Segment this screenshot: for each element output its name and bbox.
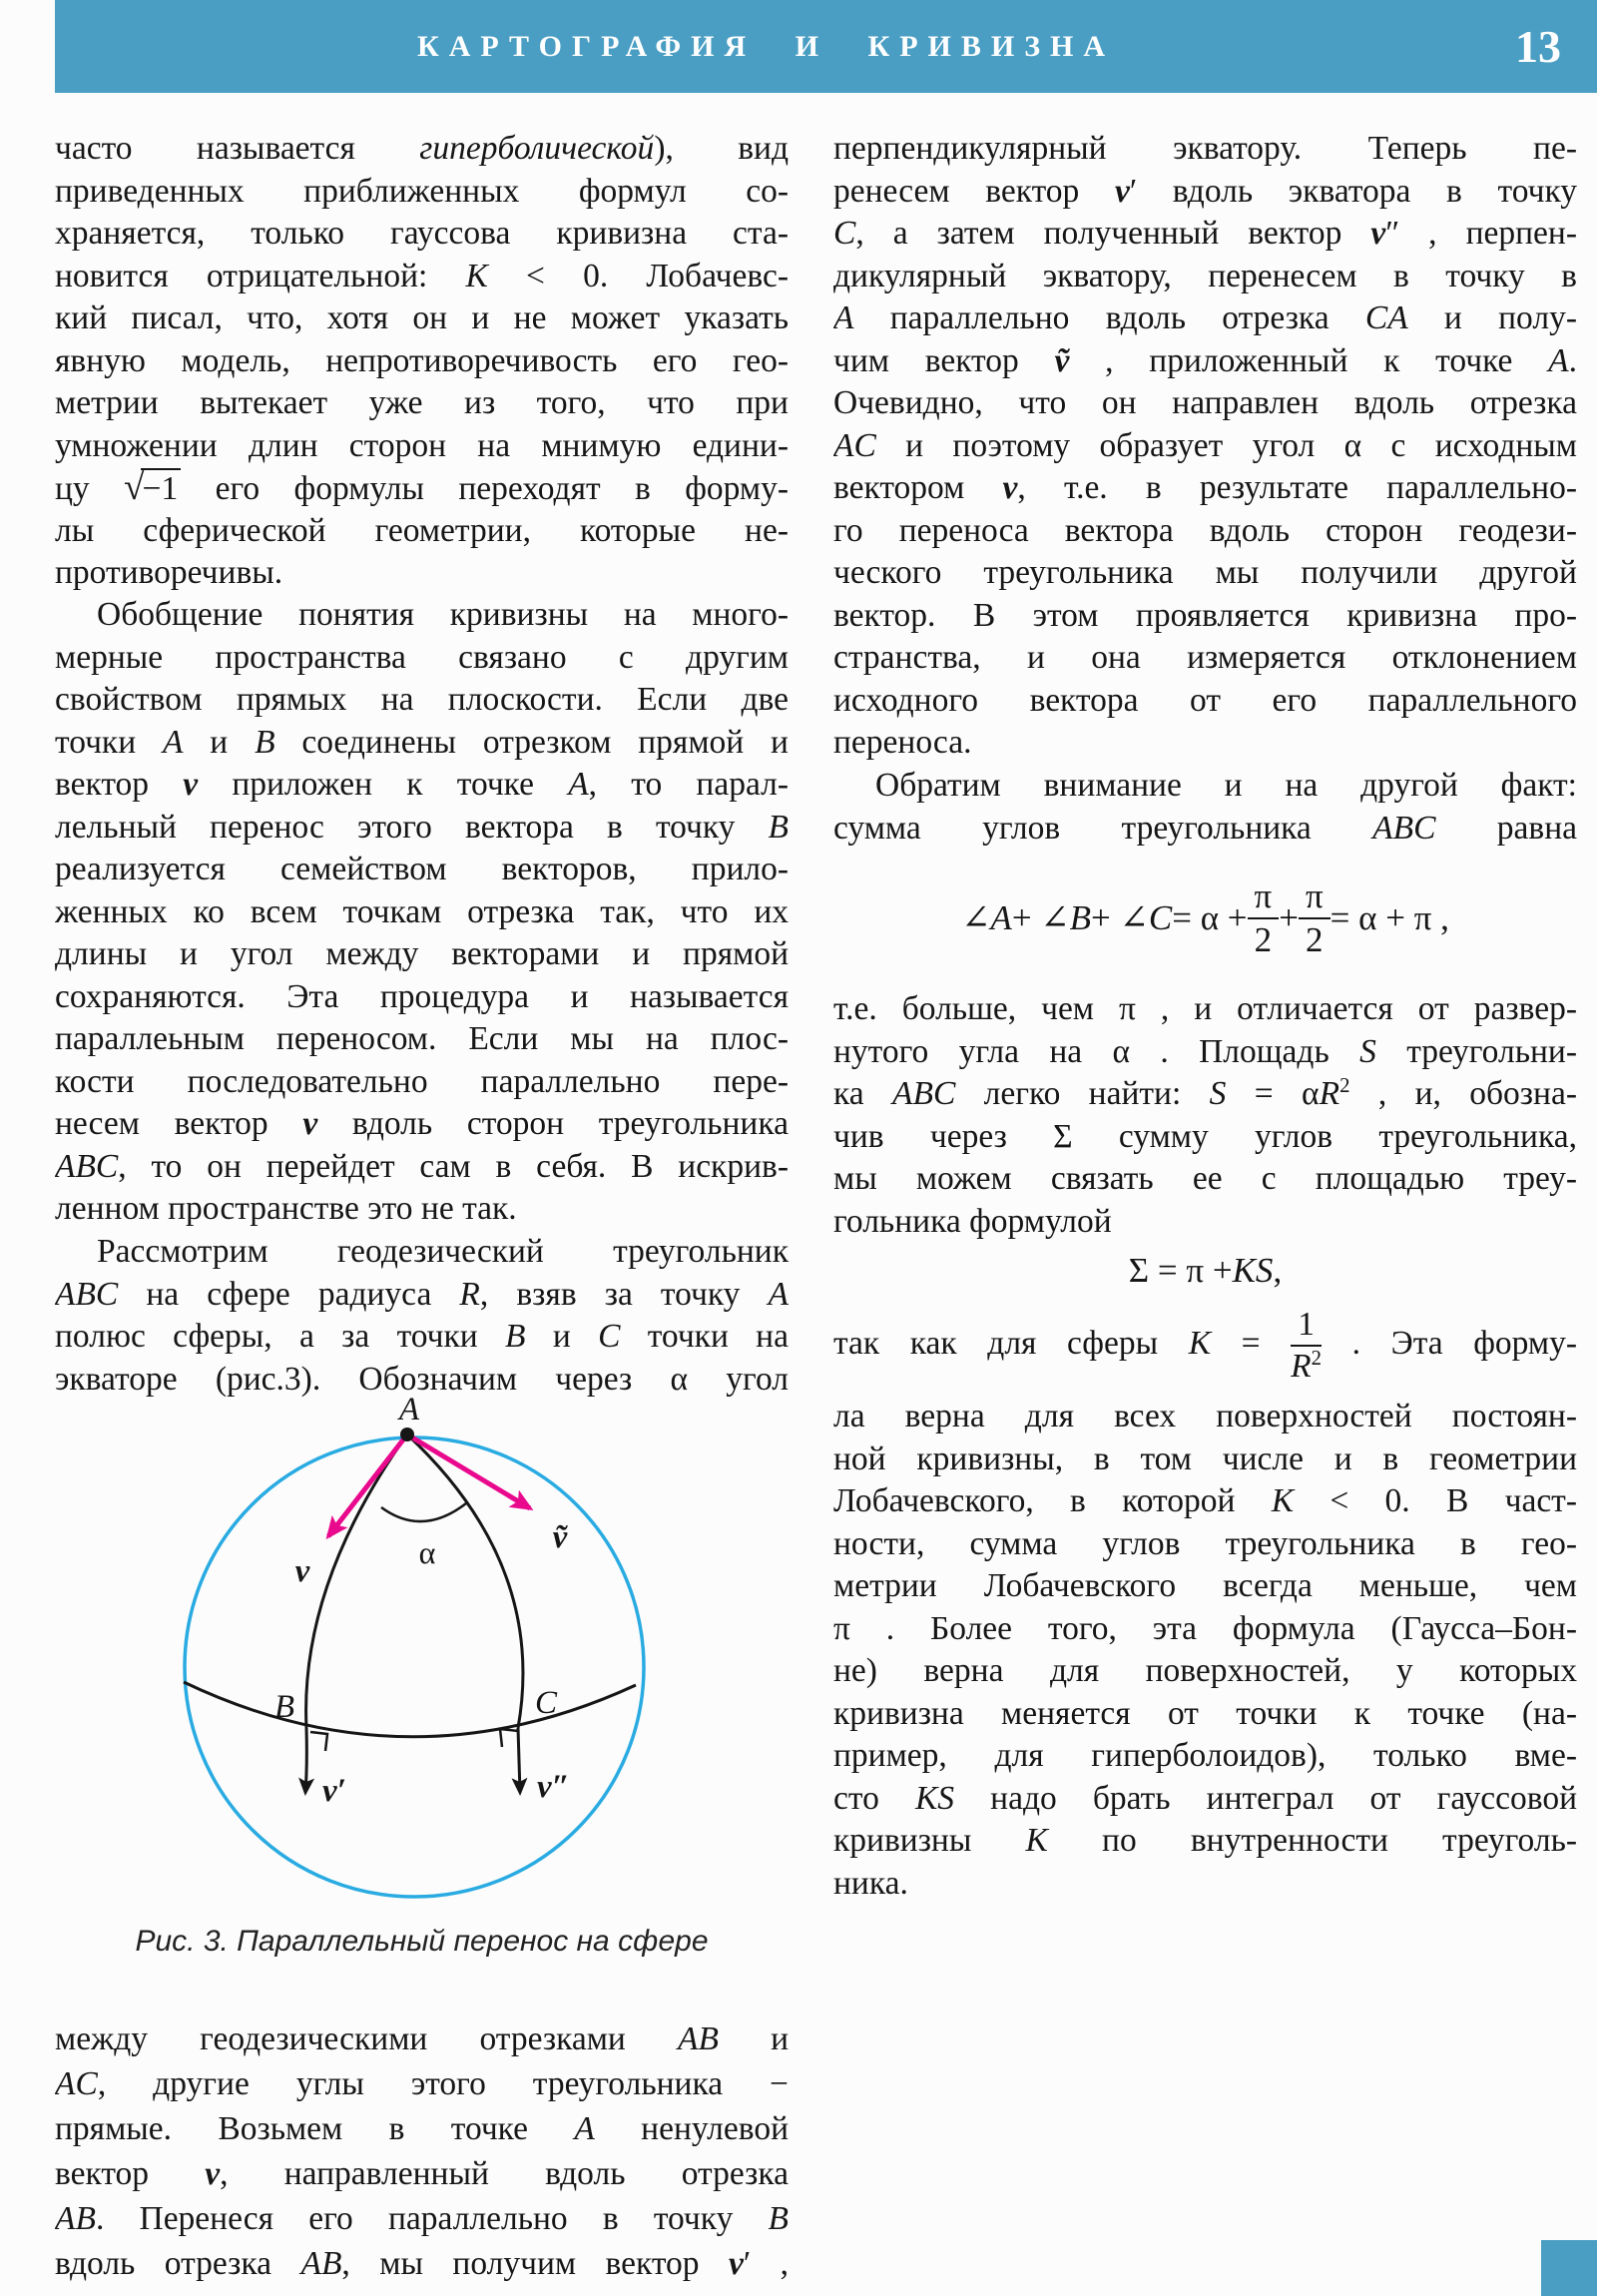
right-paragraph-gauss-bonnet (833, 1396, 1577, 1905)
meridian-ab (306, 1435, 407, 1728)
text-line: Очевидно, что он направлен вдоль отрезка (833, 384, 1577, 421)
text-line: сохраняются. Эта процедура и называется (55, 977, 789, 1015)
text-line: AC и поэтому образует угол α с исходным (833, 426, 1577, 464)
text-line: так как для сферы K = $\frac{1}{R^2}$ . Эта форму- (833, 1306, 1577, 1386)
text-line: AC, другие углы этого треугольника − (55, 2065, 789, 2102)
text-line: т.е. больше, чем π , и отличается от развер- (833, 990, 1577, 1027)
text-line: Рассмотрим геодезический треугольник (97, 1233, 789, 1270)
meridian-ac (407, 1435, 523, 1728)
text-line: женных ко всем точкам отрезка так, что их (55, 892, 789, 930)
text-line: сто KS надо брать интеграл от гауссовой (833, 1779, 1577, 1817)
label-v: v (294, 1553, 310, 1589)
text-line: лы сферической геометрии, которые не- (55, 511, 789, 549)
text-line: Обратим внимание и на другой факт: (875, 767, 1577, 804)
text-line: пример, для гиперболоидов), только вме- (833, 1737, 1577, 1774)
header-band (55, 0, 1597, 93)
sphere-outline (185, 1437, 644, 1897)
right-paragraph-angle-sum-intro (833, 765, 1577, 850)
text-line: ника. (833, 1864, 908, 1902)
label-v-dprime: v″ (537, 1769, 570, 1805)
text-line: ла верна для всех поверхностей постоян- (833, 1398, 1577, 1435)
label-c: C (535, 1685, 558, 1721)
text-line: го переноса вектора вдоль сторон геодези- (833, 511, 1577, 549)
right-line-curvature-k (833, 1298, 1577, 1390)
text-line: ной кривизны, в том числе и в геометрии (833, 1439, 1577, 1477)
text-line: π . Более того, эта формула (Гаусса–Бон- (833, 1609, 1577, 1647)
text-line: ческого треугольника мы получили другой (833, 554, 1577, 591)
text-line: вектором v, т.е. в результате параллельно- (833, 469, 1577, 506)
equator-arc (184, 1682, 636, 1737)
text-line: ренесем вектор v′ вдоль экватора в точку (833, 172, 1577, 210)
text-line: метрии Лобачевского всегда меньше, чем (833, 1567, 1577, 1604)
text-line: перпендикулярный экватору. Теперь пе- (833, 130, 1577, 167)
text-line: прямые. Возьмем в точке A ненулевой (55, 2110, 789, 2147)
text-line: кривизны K по внутренности треуголь- (833, 1822, 1577, 1859)
left-paragraph-hyperbolic (55, 128, 789, 595)
label-v-tilde: ṽ (552, 1519, 568, 1555)
text-line: C, а затем полученный вектор v″ , перпен- (833, 215, 1577, 252)
vector-v-prime-arrow (305, 1728, 306, 1793)
text-line: точки A и B соединены отрезком прямой и (55, 723, 789, 761)
text-line: AB. Перенеся его параллельно в точку B (55, 2200, 789, 2237)
text-line: часто называется гиперболической), вид (55, 130, 789, 167)
text-line: ленном пространстве это не так. (55, 1190, 517, 1227)
text-line: храняется, только гауссова кривизна ста- (55, 215, 789, 252)
text-line: лельный перенос этого вектора в точку B (55, 808, 789, 846)
corner-decoration (1541, 2240, 1597, 2296)
right-angle-mark-c (500, 1729, 518, 1747)
text-line: метрии вытекает уже из того, что при (55, 384, 789, 421)
right-paragraph-area (833, 988, 1577, 1243)
page-number: 13 (1515, 21, 1561, 72)
text-line: новится отрицательной: K < 0. Лобачевс- (55, 257, 789, 294)
text-line: экваторе (рис.3). Обозначим через α угол (55, 1360, 789, 1398)
label-alpha: α (418, 1534, 436, 1570)
text-line: сумма углов треугольника ABC равна (833, 809, 1577, 847)
text-line: странства, и она измеряется отклонением (833, 639, 1577, 676)
angle-alpha-arc (381, 1503, 466, 1521)
text-line: между геодезическими отрезками AB и (55, 2020, 789, 2057)
text-line: противоречивы. (55, 554, 283, 591)
point-a-dot (400, 1428, 414, 1441)
text-line: явную модель, непротиворечивость его гео- (55, 341, 789, 379)
text-line: дикулярный экватору, перенесем в точку в (833, 257, 1577, 294)
text-line: чив через Σ сумму углов треугольника, (833, 1117, 1577, 1155)
text-line: ABC, то он перейдет сам в себя. В искрив- (55, 1147, 789, 1185)
text-line: полюс сферы, а за точки B и C точки на (55, 1318, 789, 1355)
text-line: вектор v, направленный вдоль отрезка (55, 2155, 789, 2192)
text-line: ка ABC легко найти: $S = \alpha R^2$ , и, обозна- (833, 1073, 1577, 1112)
text-line: вектор v приложен к точке A, то парал- (55, 766, 789, 803)
text-line: цу √−1 его формулы переходят в форму- (55, 467, 789, 508)
formula-angle-sum: ∠ A + ∠ B + ∠ C = α + $\frac{\pi}{2}$ + $\frac{\pi}{2}$ = α + π , (961, 876, 1449, 959)
vector-v-dprime-arrow (518, 1728, 520, 1793)
text-line: исходного вектора от его параллельного (833, 681, 1577, 719)
text-line: приведенных приближенных формул со- (55, 172, 789, 210)
text-line: мерные пространства связано с другим (55, 638, 789, 676)
text-line: длины и угол между векторами и прямой (55, 935, 789, 972)
text-line: реализуется семейством векторов, прило- (55, 851, 789, 887)
text-line: кости последовательно параллельно пере- (55, 1062, 789, 1100)
right-paragraph-transport-result (833, 128, 1577, 765)
text-line: вектор. В этом проявляется кривизна про- (833, 596, 1577, 634)
text-line: несем вектор v вдоль сторон треугольника (55, 1105, 789, 1142)
figure-caption: Рис. 3. Параллельный перенос на сфере (135, 1925, 709, 1958)
text-line: A параллельно вдоль отрезка CA и полу- (833, 299, 1577, 336)
left-paragraph-geodesic-triangle (55, 1231, 789, 1401)
right-angle-mark-b (310, 1732, 327, 1751)
text-line: не) верна для поверхностей, у которых (833, 1652, 1577, 1689)
text-line: кривизна меняется от точки к точке (на- (833, 1694, 1577, 1732)
text-line: вдоль отрезка AB, мы получим вектор v′ , (55, 2245, 789, 2282)
text-line: чим вектор ṽ , приложенный к точке A. (833, 341, 1577, 379)
left-paragraph-bottom (55, 2016, 789, 2286)
text-line: Обобщение понятия кривизны на много- (97, 596, 789, 633)
sphere-diagram (120, 1396, 699, 1925)
figure-sphere-parallel-transport (120, 1396, 699, 1925)
text-line: свойством прямых на плоскости. Если две (55, 681, 789, 718)
text-line: параллеьным переносом. Если мы на плос- (55, 1020, 789, 1057)
text-line: кий писал, что, хотя он и не может указать (55, 299, 789, 336)
text-line: умножении длин сторон на мнимую едини- (55, 426, 789, 464)
text-line: нутого угла на α . Площадь S треугольни- (833, 1032, 1577, 1070)
text-line: мы можем связать ее с площадью треу- (833, 1160, 1577, 1197)
text-line: Лобачевского, в которой K < 0. В част- (833, 1482, 1577, 1519)
text-line: ности, сумма углов треугольника в гео- (833, 1524, 1577, 1562)
formula-sigma: Σ = π + KS , (1128, 1251, 1283, 1290)
left-paragraph-parallel-transport (55, 594, 789, 1231)
text-line: переноса. (833, 724, 972, 761)
label-b: B (273, 1689, 295, 1725)
page-title: КАРТОГРАФИЯ И КРИВИЗНА (416, 29, 1116, 63)
label-a: A (398, 1396, 420, 1428)
text-line: ABC на сфере радиуса R, взяв за точку A (55, 1275, 789, 1313)
text-line: гольника формулой (833, 1202, 1112, 1240)
label-v-prime: v′ (322, 1773, 346, 1809)
